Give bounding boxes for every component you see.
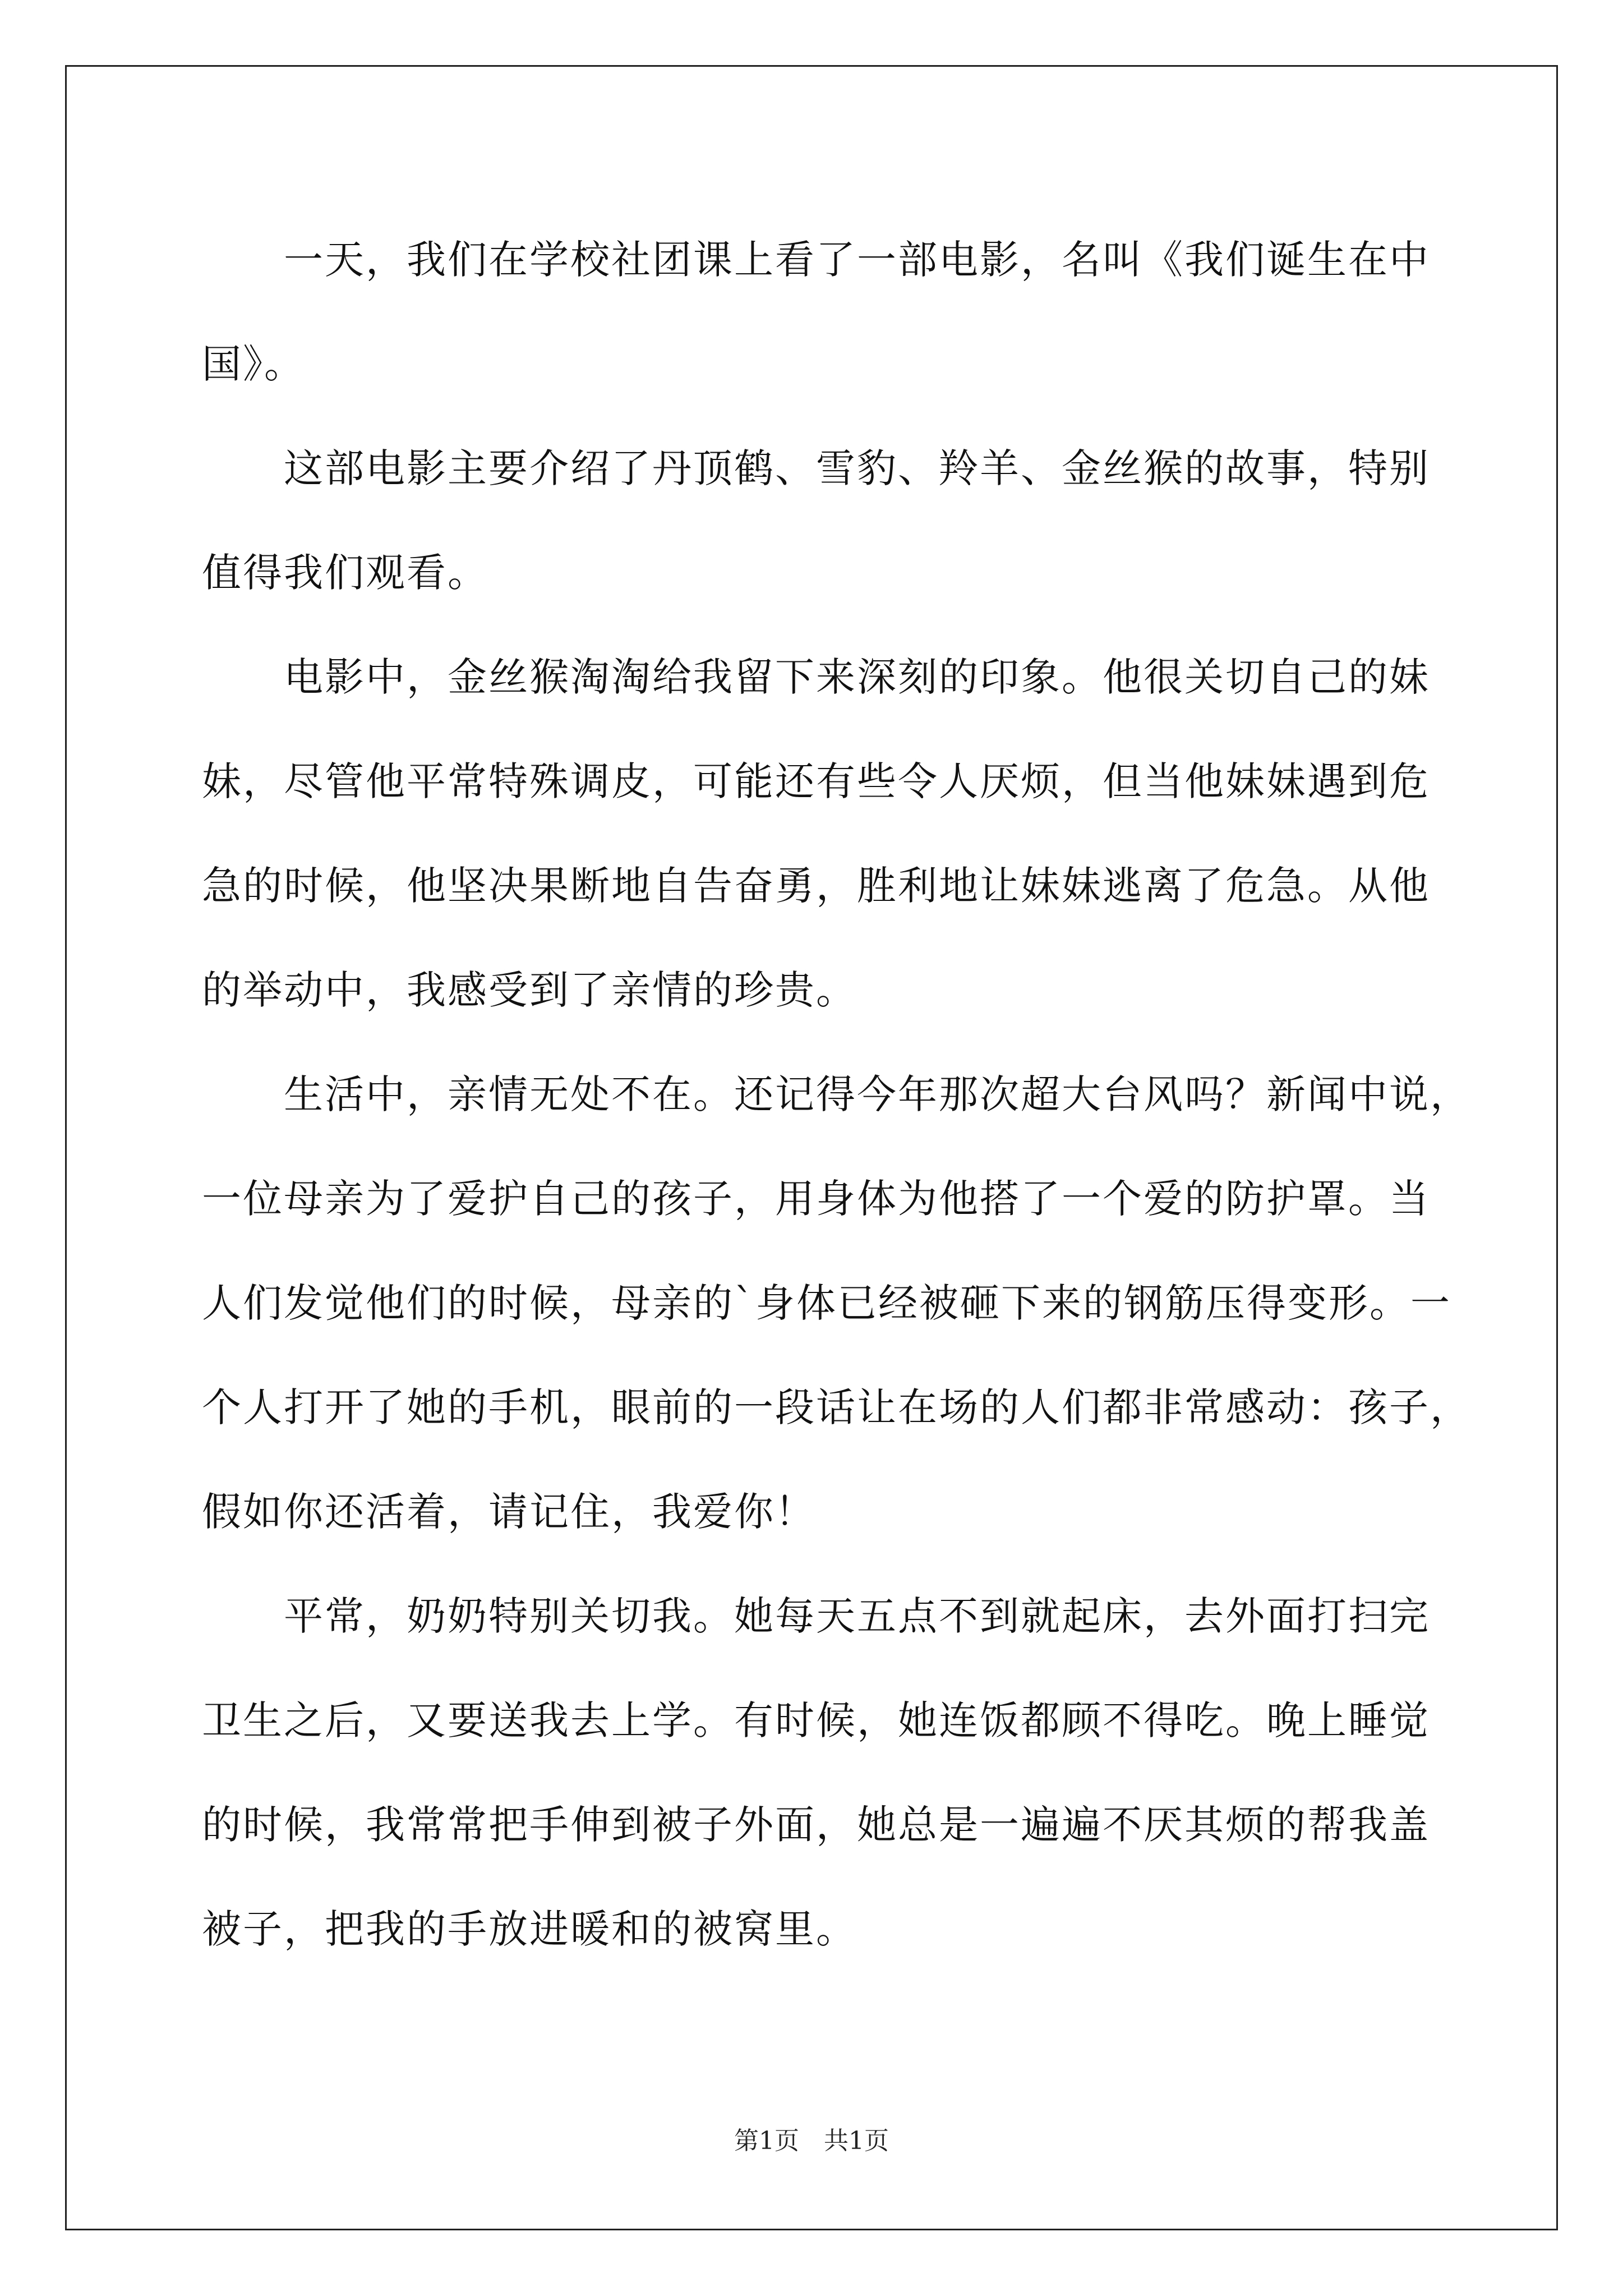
paragraph — [202, 208, 1430, 416]
text-line: 的举动中，我感受到了亲情的珍贵。 — [202, 967, 857, 1013]
text-line: 生活中，亲情无处不在。还记得今年那次超大台风吗？新闻中说， — [284, 1071, 1471, 1117]
document-body — [202, 208, 1471, 1981]
text-line: 电影中，金丝猴淘淘给我留下来深刻的印象。他很关切自己的妹 — [284, 654, 1430, 700]
text-line: 个人打开了她的手机，眼前的一段话让在场的人们都非常感动：孩子， — [202, 1384, 1471, 1430]
text-line: 妹，尽管他平常特殊调皮，可能还有些令人厌烦，但当他妹妹遇到危 — [202, 758, 1430, 804]
text-line: 的时候，我常常把手伸到被子外面，她总是一遍遍不厌其烦的帮我盖 — [202, 1802, 1430, 1848]
paragraph — [202, 1042, 1471, 1564]
paragraph — [202, 625, 1430, 1042]
text-line: 一天，我们在学校社团课上看了一部电影，名叫《我们诞生在中 — [284, 237, 1430, 283]
text-line: 急的时候，他坚决果断地自告奋勇，胜利地让妹妹逃离了危急。从他 — [202, 863, 1430, 909]
text-line: 假如你还活着，请记住，我爱你！ — [202, 1489, 816, 1535]
text-line: 值得我们观看。 — [202, 550, 488, 596]
paragraph — [202, 1564, 1430, 1981]
text-line: 这部电影主要介绍了丹顶鹤、雪豹、羚羊、金丝猴的故事，特别 — [284, 445, 1430, 491]
text-line: 国》。 — [202, 341, 305, 387]
page-number: 第1页 共1页 — [734, 2127, 889, 2155]
text-line: 卫生之后，又要送我去上学。有时候，她连饭都顾不得吃。晚上睡觉 — [202, 1697, 1430, 1743]
text-line: 人们发觉他们的时候，母亲的`身体已经被砸下来的钢筋压得变形。一 — [202, 1280, 1451, 1326]
text-line: 一位母亲为了爱护自己的孩子，用身体为他搭了一个爱的防护罩。当 — [202, 1176, 1430, 1222]
text-line: 被子，把我的手放进暖和的被窝里。 — [202, 1906, 857, 1952]
paragraph — [202, 416, 1430, 625]
text-line: 平常，奶奶特别关切我。她每天五点不到就起床，去外面打扫完 — [284, 1593, 1430, 1639]
